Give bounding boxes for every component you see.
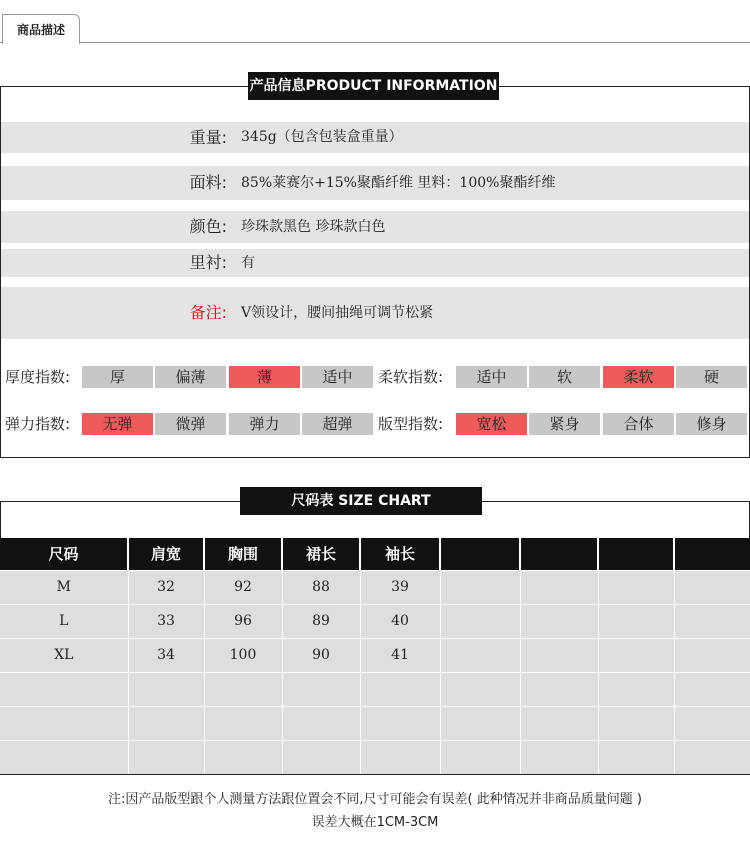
size-error-note: 误差大概在1CM-3CM xyxy=(311,815,439,830)
table-cell xyxy=(598,706,674,740)
info-label-remark: 备注: xyxy=(189,303,227,322)
size-chart-header: 尺码表 SIZE CHART xyxy=(240,487,482,515)
table-cell xyxy=(520,740,598,774)
table-cell xyxy=(598,570,674,604)
table-row xyxy=(0,740,750,774)
table-cell xyxy=(598,672,674,706)
table-cell: 34 xyxy=(128,638,204,672)
info-label: 里衬: xyxy=(189,253,227,272)
table-cell xyxy=(440,604,520,638)
table-cell: 40 xyxy=(360,604,440,638)
column-header xyxy=(440,538,520,570)
table-cell xyxy=(674,672,750,706)
elasticity-index-label: 弹力指数: xyxy=(5,415,71,433)
table-cell xyxy=(440,570,520,604)
table-cell xyxy=(128,672,204,706)
fit-option-regular: 合体 xyxy=(603,413,674,435)
table-cell: 41 xyxy=(360,638,440,672)
table-cell xyxy=(204,672,282,706)
table-cell xyxy=(520,672,598,706)
table-cell xyxy=(674,706,750,740)
table-cell xyxy=(204,706,282,740)
table-cell xyxy=(360,740,440,774)
elasticity-option-slight: 微弹 xyxy=(155,413,226,435)
column-header xyxy=(520,538,598,570)
table-cell xyxy=(598,604,674,638)
table-cell xyxy=(128,740,204,774)
table-cell: 100 xyxy=(204,638,282,672)
column-header: 裙长 xyxy=(282,538,360,570)
column-header xyxy=(598,538,674,570)
tab-product-description[interactable]: 商品描述 xyxy=(2,14,80,44)
table-row xyxy=(0,638,750,672)
thickness-option-thin-selected: 薄 xyxy=(229,366,300,388)
size-chart-table xyxy=(0,538,750,774)
table-row xyxy=(0,672,750,706)
table-cell xyxy=(440,672,520,706)
column-header: 袖长 xyxy=(360,538,440,570)
column-header xyxy=(674,538,750,570)
column-header: 肩宽 xyxy=(128,538,204,570)
table-cell xyxy=(282,672,360,706)
table-cell xyxy=(440,638,520,672)
softness-option-medium: 适中 xyxy=(456,366,527,388)
table-cell xyxy=(282,740,360,774)
info-label: 面料: xyxy=(189,173,227,192)
table-cell xyxy=(360,672,440,706)
column-header: 尺码 xyxy=(0,538,128,570)
table-cell xyxy=(520,706,598,740)
thickness-option-thick: 厚 xyxy=(82,366,153,388)
softness-index-label: 柔软指数: xyxy=(378,368,444,386)
table-cell: M xyxy=(0,570,128,604)
table-cell xyxy=(598,740,674,774)
table-cell xyxy=(674,638,750,672)
elasticity-option-super: 超弹 xyxy=(302,413,373,435)
table-cell: 33 xyxy=(128,604,204,638)
table-cell: 88 xyxy=(282,570,360,604)
size-note: 注:因产品版型跟个人测量方法跟位置会不同,尺寸可能会有误差( 此种情况并非商品质量问题 ) xyxy=(108,792,642,807)
info-label: 颜色: xyxy=(189,217,227,236)
table-cell: 89 xyxy=(282,604,360,638)
fit-option-loose-selected: 宽松 xyxy=(456,413,527,435)
column-header: 胸围 xyxy=(204,538,282,570)
table-cell xyxy=(520,570,598,604)
softness-option-hard: 硬 xyxy=(676,366,747,388)
info-value: 85%莱赛尔+15%聚酯纤维 里料：100%聚酯纤维 xyxy=(241,175,556,191)
table-cell xyxy=(520,638,598,672)
elasticity-option-elastic: 弹力 xyxy=(229,413,300,435)
table-cell: XL xyxy=(0,638,128,672)
info-row-remark xyxy=(1,287,749,339)
table-row xyxy=(0,706,750,740)
table-cell xyxy=(440,706,520,740)
elasticity-option-none-selected: 无弹 xyxy=(82,413,153,435)
table-row xyxy=(0,604,750,638)
table-cell xyxy=(282,706,360,740)
info-row-lining xyxy=(1,249,749,277)
table-cell xyxy=(674,604,750,638)
fit-option-tight: 紧身 xyxy=(529,413,600,435)
thickness-option-slightly-thin: 偏薄 xyxy=(155,366,226,388)
softness-option-very-soft-selected: 柔软 xyxy=(603,366,674,388)
fit-index-label: 版型指数: xyxy=(378,415,444,433)
info-value: 珍珠款黑色 珍珠款白色 xyxy=(241,219,386,235)
table-cell: 92 xyxy=(204,570,282,604)
fit-option-slim: 修身 xyxy=(676,413,747,435)
info-row-color xyxy=(1,211,749,243)
table-cell xyxy=(520,604,598,638)
info-label: 重量: xyxy=(189,128,227,147)
size-table-header-row xyxy=(0,538,750,570)
table-cell xyxy=(674,570,750,604)
table-cell xyxy=(440,740,520,774)
table-cell xyxy=(360,706,440,740)
table-cell: 32 xyxy=(128,570,204,604)
table-cell: 39 xyxy=(360,570,440,604)
table-cell: 96 xyxy=(204,604,282,638)
table-row xyxy=(0,570,750,604)
softness-option-soft: 软 xyxy=(529,366,600,388)
product-info-header: 产品信息PRODUCT INFORMATION xyxy=(248,72,499,100)
table-cell xyxy=(0,672,128,706)
table-cell xyxy=(204,740,282,774)
info-value: 有 xyxy=(241,255,255,271)
info-value: V领设计，腰间抽绳可调节松紧 xyxy=(241,305,434,321)
thickness-index-label: 厚度指数: xyxy=(5,368,71,386)
table-cell xyxy=(128,706,204,740)
table-cell xyxy=(0,706,128,740)
info-value: 345g（包含包装盒重量） xyxy=(241,129,403,145)
tab-underline xyxy=(0,42,750,43)
info-row-weight xyxy=(1,122,749,153)
table-cell xyxy=(0,740,128,774)
thickness-option-medium: 适中 xyxy=(302,366,373,388)
table-cell xyxy=(674,740,750,774)
table-cell: 90 xyxy=(282,638,360,672)
table-cell xyxy=(598,638,674,672)
info-row-fabric xyxy=(1,166,749,200)
table-cell: L xyxy=(0,604,128,638)
